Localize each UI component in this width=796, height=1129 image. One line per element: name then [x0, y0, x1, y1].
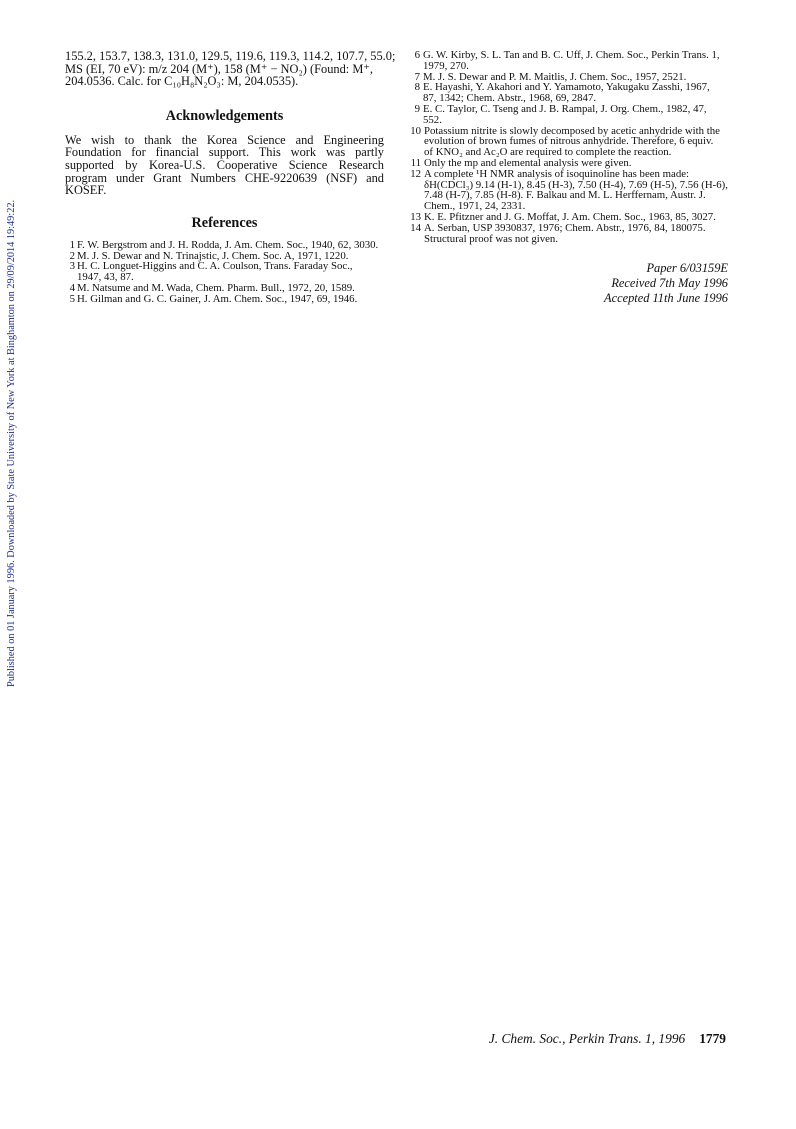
reference-line: 552. [423, 113, 442, 126]
reference-number: 8 [414, 81, 420, 94]
reference-line: A. Serban, USP 3930837, 1976; Chem. Abstr., 1976, 84, 180075. [424, 221, 706, 234]
reference-number: 13 [410, 210, 421, 223]
characterization-text [65, 49, 396, 89]
reference-number: 12 [410, 167, 421, 180]
reference-number: 10 [410, 124, 421, 137]
text-line: supported by Korea-U.S. Cooperative Science Research [65, 157, 384, 172]
text-line: Foundation for financial support. This work was partly [65, 145, 384, 160]
reference-line: Chem., 1971, 24, 2331. [424, 200, 526, 213]
reference-line: 1979, 270. [423, 59, 469, 72]
page-number: 1779 [699, 1031, 726, 1046]
reference-line: E. Hayashi, Y. Akahori and Y. Yamamoto, Yakugaku Zasshi, 1967, [423, 81, 710, 94]
reference-item [410, 104, 728, 126]
text-line: MS (EI, 70 eV): m/z 204 (M⁺), 158 (M⁺ − NO₂) (Found: M⁺, [65, 61, 373, 76]
reference-line: F. W. Bergstrom and J. H. Rodda, J. Am. Chem. Soc., 1940, 62, 3030. [77, 238, 379, 251]
reference-line: A complete ¹H NMR analysis of isoquinoline has been made: [424, 167, 690, 180]
reference-number: 9 [414, 102, 420, 115]
reference-line: evolution of brown fumes of nitrous anhydride. Therefore, 6 equiv. [424, 135, 714, 148]
reference-item [65, 294, 384, 305]
reference-line: Structural proof was not given. [424, 232, 559, 245]
reference-item [410, 126, 728, 158]
reference-line: 1947, 43, 87. [77, 271, 134, 284]
reference-item [65, 240, 384, 251]
reference-number: 1 [69, 238, 75, 251]
text-line: 155.2, 153.7, 138.3, 131.0, 129.5, 119.6, 119.3, 114.2, 107.7, 55.0; [65, 49, 396, 63]
download-watermark [6, 189, 18, 687]
reference-line: M. Natsume and M. Wada, Chem. Pharm. Bull., 1972, 20, 1589. [77, 281, 355, 294]
reference-number: 6 [414, 49, 420, 61]
text-line: KOSEF. [65, 183, 107, 198]
reference-line: H. Gilman and G. C. Gainer, J. Am. Chem. Soc., 1947, 69, 1946. [77, 292, 358, 305]
reference-line: Only the mp and elemental analysis were given. [424, 156, 632, 169]
reference-item [410, 223, 728, 245]
reference-line: G. W. Kirby, S. L. Tan and B. C. Uff, J. Chem. Soc., Perkin Trans. 1, [423, 49, 720, 61]
reference-number: 7 [414, 70, 420, 83]
right-column [410, 50, 728, 306]
reference-number: 11 [410, 156, 421, 169]
reference-number: 5 [69, 292, 75, 305]
reference-item [410, 169, 728, 212]
left-column [65, 49, 396, 305]
reference-item [65, 261, 384, 283]
reference-item [410, 50, 728, 72]
reference-line: Potassium nitrite is slowly decomposed by acetic anhydride with the [424, 124, 720, 137]
reference-line: 7.48 (H-7), 7.85 (H-8). F. Balkau and M. L. Herffernam, Austr. J. [424, 189, 706, 202]
reference-line: E. C. Taylor, C. Tseng and J. B. Rampal, J. Org. Chem., 1982, 47, [423, 102, 707, 115]
reference-line: H. C. Longuet-Higgins and C. A. Coulson, Trans. Faraday Soc., [77, 260, 353, 273]
reference-line: 87, 1342; Chem. Abstr., 1968, 69, 2847. [423, 92, 597, 105]
page-footer [489, 1031, 726, 1047]
reference-line: δH(CDCl₃) 9.14 (H-1), 8.45 (H-3), 7.50 (H-4), 7.69 (H-5), 7.56 (H-6), [424, 178, 728, 191]
paper-number: Paper 6/03159E [646, 261, 728, 276]
reference-line: K. E. Pfitzner and J. G. Moffat, J. Am. Chem. Soc., 1963, 85, 3027. [424, 210, 716, 223]
reference-line: of KNO₂ and Ac₂O are required to complete the reaction. [424, 146, 672, 159]
paper-received-block [410, 261, 728, 305]
reference-line: M. J. S. Dewar and N. Trinajstic, J. Chem. Soc. A, 1971, 1220. [77, 249, 349, 262]
reference-line: M. J. S. Dewar and P. M. Maitlis, J. Chem. Soc., 1957, 2521. [423, 70, 687, 83]
accepted-date: Accepted 11th June 1996 [604, 290, 728, 305]
download-notice-text: Published on 01 January 1996. Downloaded by State University of New York at Binghamton on 29/09/2014 19:49:22. [6, 199, 17, 687]
text-line: 204.0536. Calc. for C₁₀H₈N₂O₃: M, 204.0535). [65, 74, 299, 89]
reference-list-left [65, 240, 384, 305]
reference-number: 3 [69, 260, 75, 273]
reference-list-right [410, 50, 728, 244]
text-line: program under Grant Numbers CHE-9220639 (NSF) and [65, 170, 384, 185]
text-line: We wish to thank the Korea Science and Engineering [65, 132, 384, 147]
reference-number: 14 [410, 221, 421, 234]
reference-item [410, 82, 728, 104]
acknowledgements-text [65, 134, 384, 197]
references-heading: References [191, 214, 258, 231]
reference-number: 4 [69, 281, 75, 294]
acknowledgements-heading: Acknowledgements [165, 107, 284, 124]
reference-number: 2 [69, 249, 75, 262]
journal-citation: J. Chem. Soc., Perkin Trans. 1, 1996 [488, 1031, 686, 1046]
received-date: Received 7th May 1996 [611, 276, 728, 291]
